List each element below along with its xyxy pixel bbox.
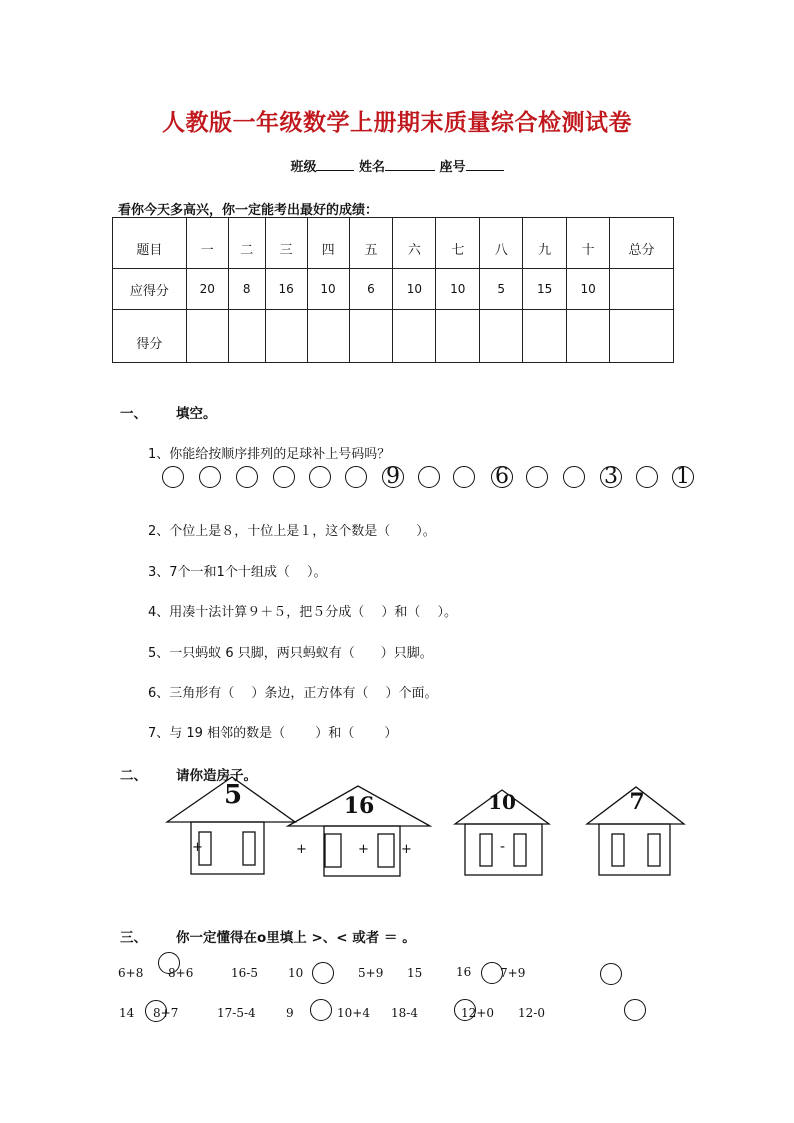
score-cell[interactable] xyxy=(523,310,567,363)
header-cell: 一 xyxy=(186,218,228,269)
football-circle: 6 xyxy=(491,466,513,488)
football-circle: 3 xyxy=(600,466,622,488)
house-number-4: 7 xyxy=(629,789,645,815)
header-cell: 总分 xyxy=(610,218,674,269)
house-number-1: 5 xyxy=(223,780,243,810)
football-circle[interactable] xyxy=(236,466,258,488)
football-circle[interactable] xyxy=(199,466,221,488)
score-cell[interactable] xyxy=(436,310,480,363)
compare-circle[interactable] xyxy=(600,963,622,985)
compare-circle[interactable] xyxy=(454,999,476,1021)
table-row xyxy=(113,218,674,269)
question-4: 4、用凑十法计算９＋５，把５分成（ ）和（ ）。 xyxy=(148,605,458,620)
expr: 18-4 xyxy=(391,1006,418,1020)
house-1-sign: + xyxy=(192,840,203,855)
header-cell: 十 xyxy=(567,218,610,269)
compare-circle[interactable] xyxy=(145,1000,167,1022)
score-cell[interactable] xyxy=(228,310,265,363)
expr: 9 xyxy=(286,1006,294,1020)
header-cell: 二 xyxy=(228,218,265,269)
score-cell[interactable] xyxy=(349,310,393,363)
football-circle: 9 xyxy=(382,466,404,488)
section3-title: 你一定懂得在ο里填上 >、< 或者 ＝ 。 xyxy=(176,930,416,946)
class-label: 班级 xyxy=(290,160,317,175)
header-cell: 五 xyxy=(349,218,393,269)
question-6: 6、三角形有（ ）条边，正方体有（ ）个面。 xyxy=(148,686,438,701)
points-cell: 10 xyxy=(436,269,480,310)
points-cell: 20 xyxy=(186,269,228,310)
expr: 6+8 xyxy=(118,966,144,980)
football-circle[interactable] xyxy=(526,466,548,488)
page-title: 人教版一年级数学上册期末质量综合检测试卷 xyxy=(162,109,632,136)
header-cell: 三 xyxy=(265,218,307,269)
house-number-2: 16 xyxy=(343,793,375,819)
between-sign-2: + xyxy=(401,842,412,857)
compare-circle[interactable] xyxy=(481,962,503,984)
header-cell: 七 xyxy=(436,218,480,269)
football-circle: 1 xyxy=(672,466,694,488)
encouragement-text: 看你今天多高兴，你一定能考出最好的成绩： xyxy=(118,203,379,218)
section2-title: 请你造房子。 xyxy=(176,768,257,784)
expr: 5+9 xyxy=(358,966,384,980)
question-3: 3、7个一和1个十组成（ ）。 xyxy=(148,565,327,580)
expr: 17-5-4 xyxy=(217,1006,256,1020)
student-info-line xyxy=(0,156,794,175)
compare-circle[interactable] xyxy=(158,952,180,974)
table-row xyxy=(113,269,674,310)
question-1: 1、你能给按顺序排列的足球补上号码吗？ xyxy=(148,447,391,462)
compare-circle[interactable] xyxy=(310,999,332,1021)
seat-blank[interactable] xyxy=(466,158,504,171)
house-number-3: 10 xyxy=(488,790,516,814)
points-cell: 5 xyxy=(480,269,523,310)
score-cell[interactable] xyxy=(265,310,307,363)
section1-number: 一、 xyxy=(120,406,147,422)
class-blank[interactable] xyxy=(316,158,354,171)
question-2: 2、个位上是８，十位上是１，这个数是（ ）。 xyxy=(148,524,436,539)
section3-number: 三、 xyxy=(120,930,147,946)
section2-number: 二、 xyxy=(120,768,147,784)
score-cell[interactable] xyxy=(480,310,523,363)
expr: 14 xyxy=(119,1006,135,1020)
expr: 10 xyxy=(288,966,304,980)
score-table xyxy=(112,217,674,363)
points-cell xyxy=(610,269,674,310)
row-label: 应得分 xyxy=(113,269,187,310)
score-cell[interactable] xyxy=(307,310,349,363)
football-circle[interactable] xyxy=(418,466,440,488)
expr: 7+9 xyxy=(500,966,526,980)
points-cell: 10 xyxy=(393,269,436,310)
header-cell: 八 xyxy=(480,218,523,269)
points-cell: 15 xyxy=(523,269,567,310)
compare-circle[interactable] xyxy=(312,962,334,984)
football-circle[interactable] xyxy=(563,466,585,488)
football-circle[interactable] xyxy=(636,466,658,488)
football-circle[interactable] xyxy=(345,466,367,488)
points-cell: 16 xyxy=(265,269,307,310)
expr: 8+7 xyxy=(153,1006,179,1020)
header-cell: 四 xyxy=(307,218,349,269)
expr: 8+6 xyxy=(168,966,194,980)
football-circle[interactable] xyxy=(309,466,331,488)
football-circle[interactable] xyxy=(162,466,184,488)
points-cell: 10 xyxy=(567,269,610,310)
score-cell[interactable] xyxy=(610,310,674,363)
house-3-sign: - xyxy=(500,839,506,855)
expr: 16-5 xyxy=(231,966,258,980)
house-2-sign: + xyxy=(358,842,369,857)
expr: 16 xyxy=(456,965,472,979)
question-7: 7、与 19 相邻的数是（ ）和（ ） xyxy=(148,726,398,741)
expr: 12-0 xyxy=(518,1006,545,1020)
score-cell[interactable] xyxy=(393,310,436,363)
row-label: 得分 xyxy=(113,310,187,363)
question-5: 5、一只蚂蚁 6 只脚，两只蚂蚁有（ ）只脚。 xyxy=(148,646,433,661)
between-sign-1: + xyxy=(296,842,307,857)
header-cell: 九 xyxy=(523,218,567,269)
seat-label: 座号 xyxy=(439,160,466,175)
expr: 15 xyxy=(407,966,423,980)
section1-title: 填空。 xyxy=(176,406,217,422)
row-label: 题目 xyxy=(113,218,187,269)
football-circle[interactable] xyxy=(273,466,295,488)
compare-circle[interactable] xyxy=(624,999,646,1021)
points-cell: 10 xyxy=(307,269,349,310)
table-row xyxy=(113,310,674,363)
name-blank[interactable] xyxy=(385,158,435,171)
name-label: 姓名 xyxy=(358,160,385,175)
expr: 12+0 xyxy=(461,1006,494,1020)
points-cell: 8 xyxy=(228,269,265,310)
points-cell: 6 xyxy=(349,269,393,310)
football-circle[interactable] xyxy=(453,466,475,488)
score-cell[interactable] xyxy=(186,310,228,363)
header-cell: 六 xyxy=(393,218,436,269)
score-cell[interactable] xyxy=(567,310,610,363)
expr: 10+4 xyxy=(337,1006,370,1020)
